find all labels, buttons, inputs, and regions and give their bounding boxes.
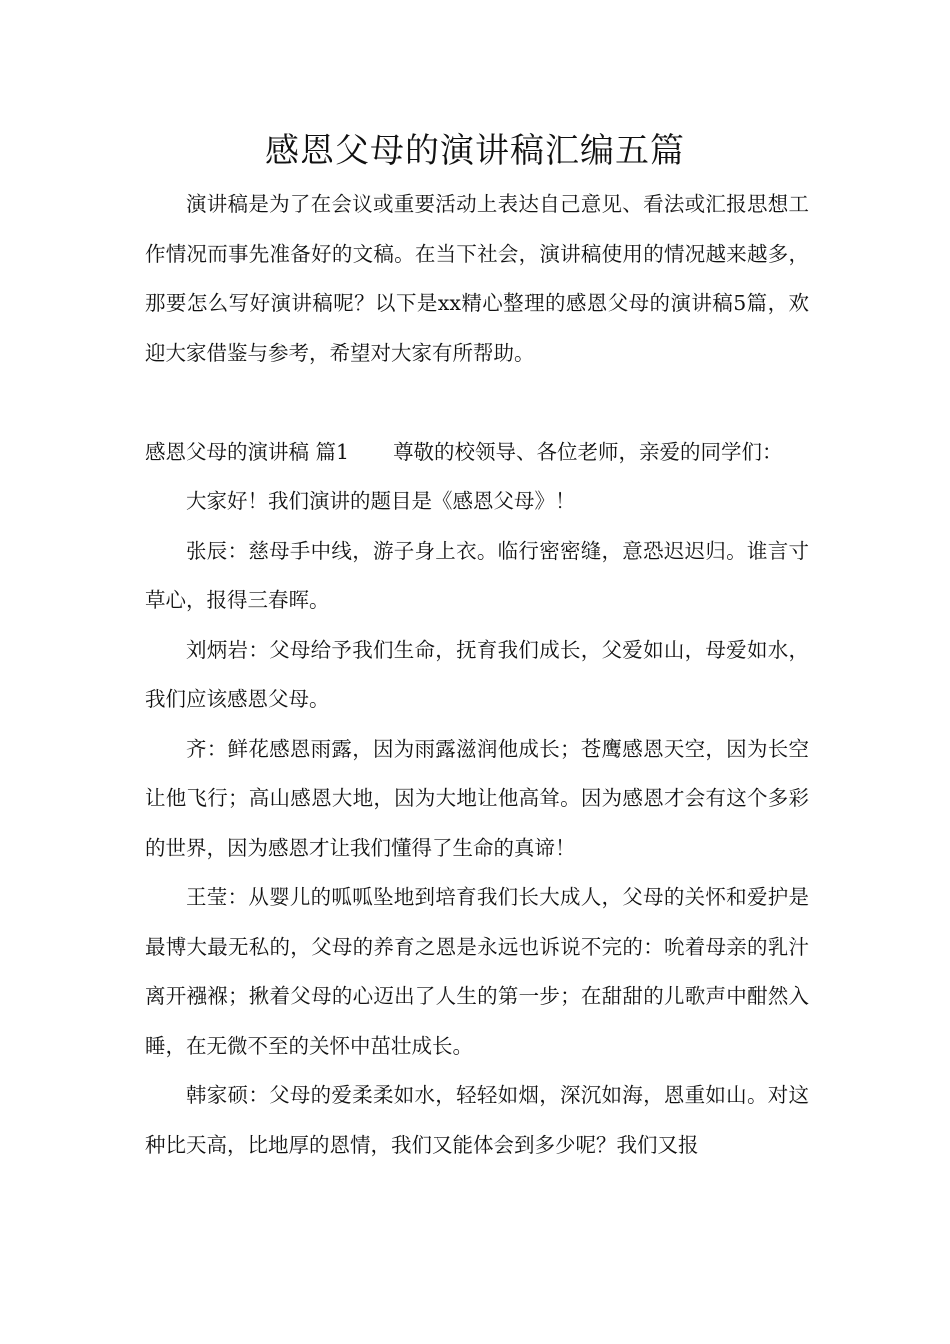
body-paragraph-2: 张辰：慈母手中线，游子身上衣。临行密密缝，意恐迟迟归。谁言寸草心，报得三春晖。 bbox=[145, 538, 809, 612]
section-heading: 感恩父母的演讲稿 篇1 bbox=[145, 439, 350, 464]
greeting: 尊敬的校领导、各位老师，亲爱的同学们： bbox=[393, 439, 783, 464]
body-paragraph-1: 大家好！我们演讲的题目是《感恩父母》！ bbox=[186, 489, 576, 513]
body-paragraph-4: 齐：鲜花感恩雨露，因为雨露滋润他成长；苍鹰感恩天空，因为长空让他飞行；高山感恩大地，因为大地让他高耸。因为感恩才会有这个多彩的世界，因为感恩才让我们懂得了生命的真谛！ bbox=[145, 736, 809, 860]
intro-paragraph: 演讲稿是为了在会议或重要活动上表达自己意见、看法或汇报思想工作情况而事先准备好的文稿。在当下社会，演讲稿使用的情况越来越多，那要怎么写好演讲稿呢？以下是xx精心整理的感恩父母的演讲稿5篇，欢迎大家借鉴与参考，希望对大家有所帮助。 bbox=[145, 192, 809, 365]
body-paragraph-3: 刘炳岩：父母给予我们生命，抚育我们成长，父爱如山，母爱如水，我们应该感恩父母。 bbox=[145, 637, 809, 711]
body-paragraph-5: 王莹：从婴儿的呱呱坠地到培育我们长大成人，父母的关怀和爱护是最博大最无私的，父母的养育之恩是永远也诉说不完的：吮着母亲的乳汁离开襁褓；揪着父母的心迈出了人生的第一步；在甜甜的儿歌声中酣然入睡，在无微不至的关怀中茁壮成长。 bbox=[145, 885, 809, 1058]
paragraph-gap bbox=[145, 378, 809, 428]
document-title: 感恩父母的演讲稿汇编五篇 bbox=[265, 131, 685, 171]
document-body bbox=[145, 180, 809, 1170]
body-paragraph-6: 韩家硕：父母的爱柔柔如水，轻轻如烟，深沉如海，恩重如山。对这种比天高，比地厚的恩情，我们又能体会到多少呢？我们又报 bbox=[145, 1083, 809, 1157]
section-heading-line bbox=[145, 428, 809, 478]
